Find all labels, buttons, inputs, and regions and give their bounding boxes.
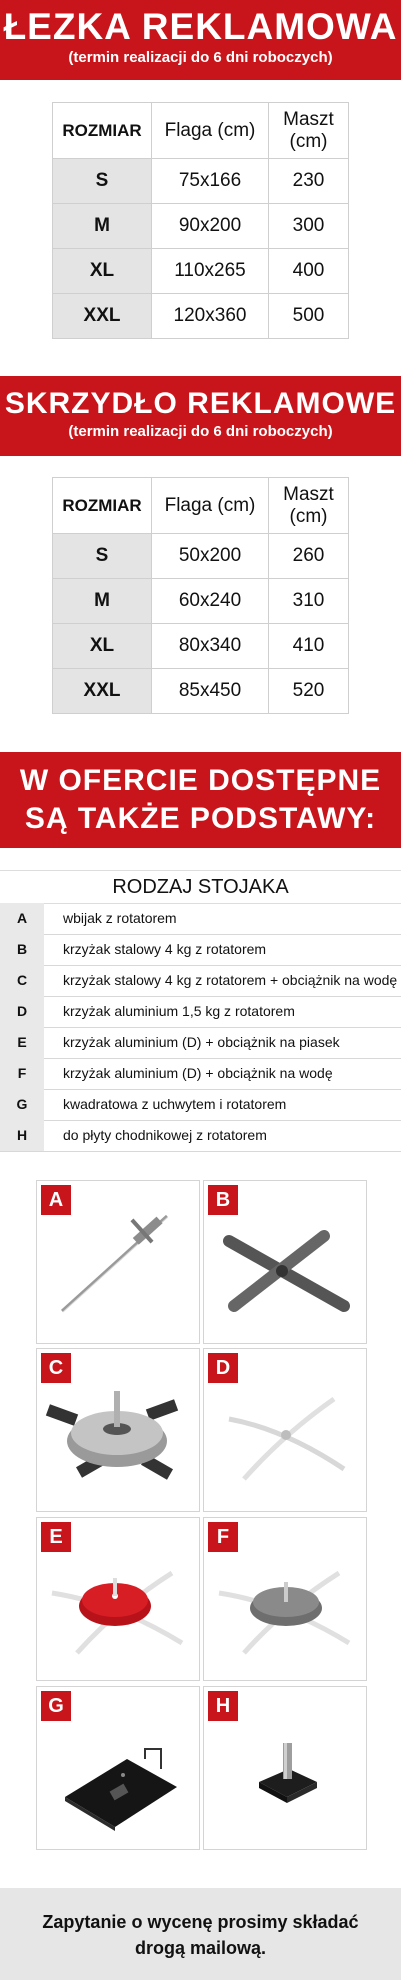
table-row xyxy=(53,624,349,669)
footer-notice xyxy=(0,1888,401,1980)
table-row xyxy=(53,534,349,579)
card-letter-badge: H xyxy=(208,1691,238,1721)
card-letter-badge: A xyxy=(41,1185,71,1215)
mast-cell: 520 xyxy=(269,669,349,714)
mast-cell: 260 xyxy=(269,534,349,579)
item-letter: B xyxy=(0,934,44,965)
size-cell: XXL xyxy=(53,669,152,714)
square-base-image xyxy=(37,1687,199,1849)
size-cell: XXL xyxy=(53,294,152,339)
item-description: do płyty chodnikowej z rotatorem xyxy=(63,1127,267,1143)
item-letter: A xyxy=(0,903,44,934)
table-row xyxy=(53,159,349,204)
card-letter-badge: E xyxy=(41,1522,71,1552)
flag-cell: 50x200 xyxy=(152,534,269,579)
flag-cell: 120x360 xyxy=(152,294,269,339)
item-letter: F xyxy=(0,1058,44,1089)
card-letter-badge: G xyxy=(41,1691,71,1721)
size-table-skrzydlo xyxy=(52,477,349,714)
product-card-h xyxy=(203,1686,367,1850)
flag-cell: 60x240 xyxy=(152,579,269,624)
header-flaga: Flaga (cm) xyxy=(152,478,269,534)
footer-text: Zapytanie o wycenę prosimy składać drogą mailową. xyxy=(42,1912,359,1958)
product-card-e xyxy=(36,1517,200,1681)
item-description: krzyżak stalowy 4 kg z rotatorem + obciążnik na wodę xyxy=(63,972,398,988)
item-description: krzyżak aluminium (D) + obciążnik na piasek xyxy=(63,1034,340,1050)
size-cell: S xyxy=(53,159,152,204)
item-description: krzyżak aluminium 1,5 kg z rotatorem xyxy=(63,1003,295,1019)
rodzaj-header: RODZAJ STOJAKA xyxy=(0,870,401,904)
size-table-lezka xyxy=(52,102,349,339)
section-subtitle: (termin realizacji do 6 dni roboczych) xyxy=(68,423,333,440)
list-item xyxy=(0,996,401,1028)
mast-cell: 500 xyxy=(269,294,349,339)
banner-skrzydlo xyxy=(0,376,401,456)
flag-cell: 75x166 xyxy=(152,159,269,204)
list-item xyxy=(0,1027,401,1059)
flag-cell: 80x340 xyxy=(152,624,269,669)
product-card-g xyxy=(36,1686,200,1850)
table-row xyxy=(53,669,349,714)
water-weight-base-image xyxy=(37,1349,199,1511)
header-maszt: Maszt (cm) xyxy=(269,478,349,534)
item-description: kwadratowa z uchwytem i rotatorem xyxy=(63,1096,287,1112)
banner-offer xyxy=(0,752,401,848)
product-card-b xyxy=(203,1180,367,1344)
paving-slab-base-image xyxy=(204,1687,366,1849)
banner-lezka xyxy=(0,0,401,80)
size-cell: M xyxy=(53,204,152,249)
header-flaga: Flaga (cm) xyxy=(152,103,269,159)
steel-cross-base-image xyxy=(204,1181,366,1343)
table-row xyxy=(53,204,349,249)
ground-spike-image xyxy=(37,1181,199,1343)
offer-line-2: SĄ TAKŻE PODSTAWY: xyxy=(24,802,377,835)
flag-cell: 110x265 xyxy=(152,249,269,294)
aluminium-cross-base-image xyxy=(204,1349,366,1511)
item-letter: D xyxy=(0,996,44,1027)
list-item xyxy=(0,1120,401,1152)
table-row xyxy=(53,294,349,339)
mast-cell: 230 xyxy=(269,159,349,204)
item-description: krzyżak stalowy 4 kg z rotatorem xyxy=(63,941,267,957)
card-letter-badge: F xyxy=(208,1522,238,1552)
item-letter: H xyxy=(0,1120,44,1151)
product-card-f xyxy=(203,1517,367,1681)
mast-cell: 300 xyxy=(269,204,349,249)
size-cell: M xyxy=(53,579,152,624)
product-card-d xyxy=(203,1348,367,1512)
table-header-row xyxy=(53,478,349,534)
size-cell: XL xyxy=(53,624,152,669)
mast-cell: 310 xyxy=(269,579,349,624)
section-subtitle: (termin realizacji do 6 dni roboczych) xyxy=(68,49,333,66)
section-title: ŁEZKA REKLAMOWA xyxy=(3,6,398,47)
table-row xyxy=(53,249,349,294)
header-rozmiar: ROZMIAR xyxy=(53,478,152,534)
section-title: SKRZYDŁO REKLAMOWE xyxy=(4,387,397,420)
mast-cell: 400 xyxy=(269,249,349,294)
sand-weight-base-image xyxy=(37,1518,199,1680)
water-weight-aluminium-base-image xyxy=(204,1518,366,1680)
offer-line-1: W OFERCIE DOSTĘPNE xyxy=(19,764,382,797)
size-cell: XL xyxy=(53,249,152,294)
flag-cell: 90x200 xyxy=(152,204,269,249)
card-letter-badge: B xyxy=(208,1185,238,1215)
header-maszt: Maszt (cm) xyxy=(269,103,349,159)
card-letter-badge: C xyxy=(41,1353,71,1383)
size-cell: S xyxy=(53,534,152,579)
list-item xyxy=(0,903,401,935)
card-letter-badge: D xyxy=(208,1353,238,1383)
header-rozmiar: ROZMIAR xyxy=(53,103,152,159)
list-item xyxy=(0,934,401,966)
list-item xyxy=(0,1058,401,1090)
list-item xyxy=(0,1089,401,1121)
item-description: krzyżak aluminium (D) + obciążnik na wodę xyxy=(63,1065,333,1081)
table-row xyxy=(53,579,349,624)
list-item xyxy=(0,965,401,997)
flag-cell: 85x450 xyxy=(152,669,269,714)
item-description: wbijak z rotatorem xyxy=(63,910,177,926)
item-letter: G xyxy=(0,1089,44,1120)
item-letter: E xyxy=(0,1027,44,1058)
mast-cell: 410 xyxy=(269,624,349,669)
product-card-c xyxy=(36,1348,200,1512)
table-header-row xyxy=(53,103,349,159)
product-card-a xyxy=(36,1180,200,1344)
item-letter: C xyxy=(0,965,44,996)
